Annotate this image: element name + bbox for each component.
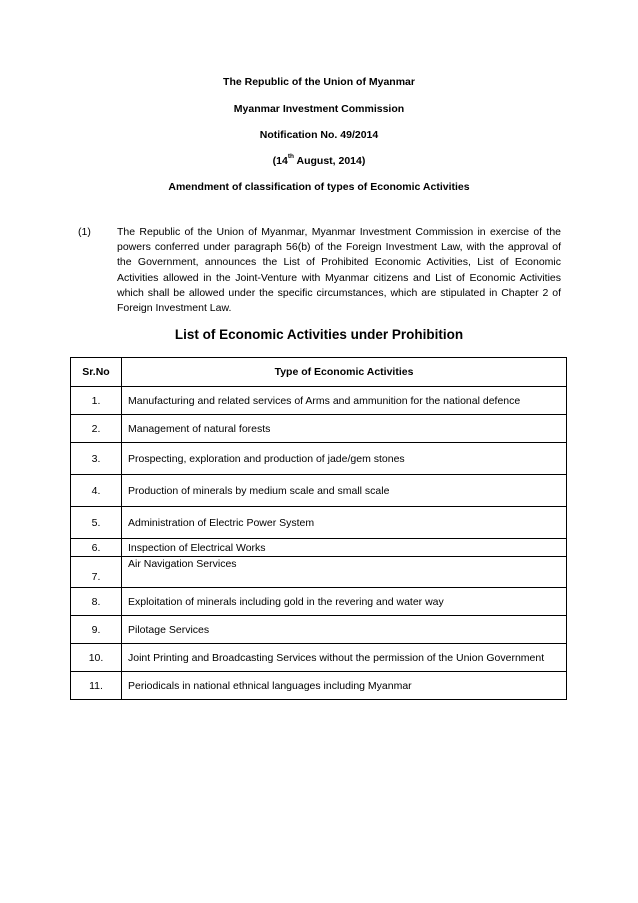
row-activity: Administration of Electric Power System — [122, 507, 567, 539]
row-activity: Prospecting, exploration and production of jade/gem stones — [122, 443, 567, 475]
row-sr: 8. — [71, 588, 122, 616]
date-day: (14 — [272, 155, 288, 167]
row-activity: Management of natural forests — [122, 415, 567, 443]
table-row — [71, 588, 567, 616]
document-title: The Republic of the Union of Myanmar — [223, 76, 415, 88]
row-sr: 6. — [71, 539, 122, 557]
row-sr: 3. — [71, 443, 122, 475]
row-sr: 2. — [71, 415, 122, 443]
row-activity: Pilotage Services — [122, 616, 567, 644]
row-sr: 1. — [71, 387, 122, 415]
row-sr: 11. — [71, 672, 122, 700]
notification-date — [0, 155, 638, 168]
header-sr-no: Sr.No — [71, 358, 122, 387]
issuing-body: Myanmar Investment Commission — [233, 103, 405, 115]
row-activity: Production of minerals by medium scale and small scale — [122, 475, 567, 507]
notification-number: Notification No. 49/2014 — [259, 129, 379, 141]
row-activity: Periodicals in national ethnical languages including Myanmar — [122, 672, 567, 700]
table-row — [71, 672, 567, 700]
row-activity: Joint Printing and Broadcasting Services without the permission of the Union Government — [122, 644, 567, 672]
paragraph-text: The Republic of the Union of Myanmar, Myanmar Investment Commission in exercise of the powers conferred under paragraph 56(b) of the Foreign Investment Law, with the approval of the Government, announces the List of Prohibited Economic Activities, List of Economic Activities allowed in the Joint-Venture with Myanmar citizens and List of Economic Activities which shall be allowed under the specific circumstances, which are stipulated in Chapter 2 of Foreign Investment Law. — [117, 226, 561, 315]
row-activity: Air Navigation Services — [122, 557, 567, 588]
table-row — [71, 539, 567, 557]
list-title: List of Economic Activities under Prohibition — [174, 327, 464, 342]
row-activity: Manufacturing and related services of Arms and ammunition for the national defence — [122, 387, 567, 415]
table-row — [71, 387, 567, 415]
header-activity-type: Type of Economic Activities — [122, 358, 567, 387]
row-sr: 5. — [71, 507, 122, 539]
row-sr: 7. — [71, 557, 122, 588]
row-activity: Inspection of Electrical Works — [122, 539, 567, 557]
row-sr: 10. — [71, 644, 122, 672]
table-row — [71, 616, 567, 644]
table-row — [71, 443, 567, 475]
row-activity: Exploitation of minerals including gold in the revering and water way — [122, 588, 567, 616]
table-row — [71, 475, 567, 507]
table-row — [71, 415, 567, 443]
table-row — [71, 644, 567, 672]
row-sr: 9. — [71, 616, 122, 644]
date-rest: August, 2014) — [293, 155, 366, 167]
subject-line: Amendment of classification of types of Economic Activities — [168, 181, 470, 193]
table-header-row — [71, 358, 567, 387]
row-sr: 4. — [71, 475, 122, 507]
prohibited-activities-table — [70, 357, 567, 700]
table-row — [71, 557, 567, 588]
table-row — [71, 507, 567, 539]
paragraph-number: (1) — [78, 226, 91, 238]
date-suffix: th — [287, 153, 294, 160]
